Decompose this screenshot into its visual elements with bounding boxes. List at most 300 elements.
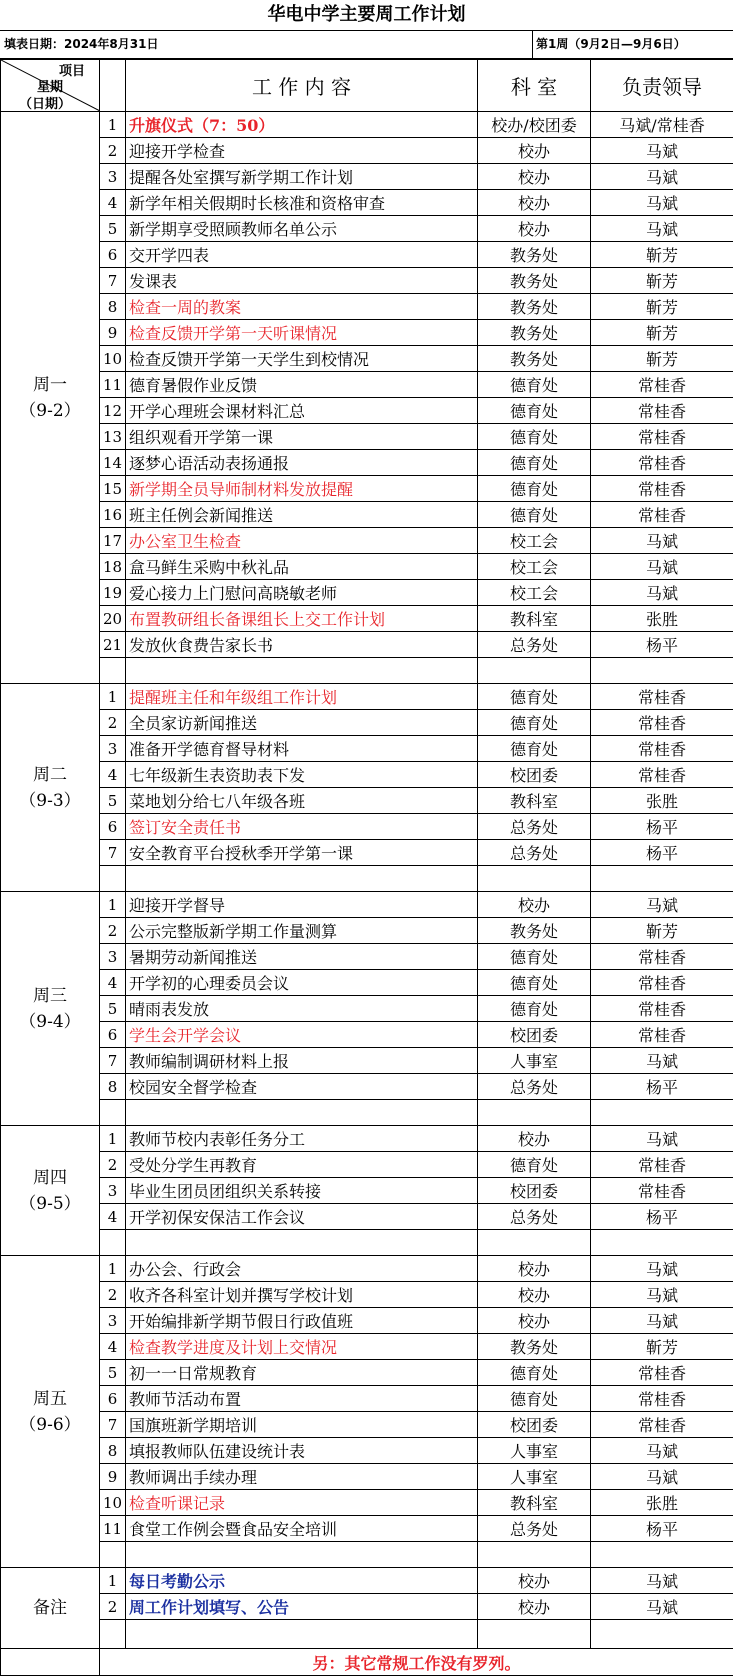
blank-row xyxy=(1,658,733,684)
footer-blank-cell xyxy=(1,1649,100,1676)
task-content: 教师编制调研材料上报 xyxy=(126,1048,478,1074)
task-department: 德育处 xyxy=(478,970,591,996)
task-number: 1 xyxy=(100,112,126,138)
task-content: 菜地划分给七八年级各班 xyxy=(126,788,478,814)
task-content: 布置教研组长备课组长上交工作计划 xyxy=(126,606,478,632)
blank-cell xyxy=(478,658,591,684)
task-number: 4 xyxy=(100,762,126,788)
task-leader: 马斌 xyxy=(591,1308,733,1334)
blank-cell xyxy=(100,866,126,892)
task-row xyxy=(1,840,733,866)
task-leader: 马斌 xyxy=(591,892,733,918)
task-content: 逐梦心语活动表扬通报 xyxy=(126,450,478,476)
task-department: 德育处 xyxy=(478,944,591,970)
task-number: 4 xyxy=(100,970,126,996)
task-leader: 马斌 xyxy=(591,1438,733,1464)
task-content: 德育暑假作业反馈 xyxy=(126,372,478,398)
notes-spacer-row xyxy=(1,1620,733,1649)
weekday-date: （9-4） xyxy=(1,1009,99,1035)
task-leader: 常桂香 xyxy=(591,398,733,424)
task-number: 7 xyxy=(100,840,126,866)
blank-cell xyxy=(126,1100,478,1126)
task-content: 组织观看开学第一课 xyxy=(126,424,478,450)
task-row xyxy=(1,1022,733,1048)
task-number: 2 xyxy=(100,138,126,164)
note-department: 校办 xyxy=(478,1568,591,1594)
note-leader: 马斌 xyxy=(591,1594,733,1620)
task-content: 检查反馈开学第一天学生到校情况 xyxy=(126,346,478,372)
task-content: 新学期全员导师制材料发放提醒 xyxy=(126,476,478,502)
footer-row xyxy=(1,1649,733,1676)
task-leader: 马斌 xyxy=(591,1256,733,1282)
task-department: 校办 xyxy=(478,1126,591,1152)
task-content: 开始编排新学期节假日行政值班 xyxy=(126,1308,478,1334)
task-row xyxy=(1,1334,733,1360)
task-row xyxy=(1,1360,733,1386)
blank-cell xyxy=(478,1620,591,1649)
weekday-cell xyxy=(1,1126,100,1256)
task-number: 5 xyxy=(100,996,126,1022)
fill-date: 填表日期：2024年8月31日 xyxy=(4,31,158,58)
task-row xyxy=(1,398,733,424)
task-number: 3 xyxy=(100,736,126,762)
task-content: 办公室卫生检查 xyxy=(126,528,478,554)
task-content: 开学心理班会课材料汇总 xyxy=(126,398,478,424)
task-leader: 常桂香 xyxy=(591,424,733,450)
task-content: 全员家访新闻推送 xyxy=(126,710,478,736)
task-content: 晴雨表发放 xyxy=(126,996,478,1022)
corner-label-item: 项目 xyxy=(59,60,85,79)
blank-cell xyxy=(591,1230,733,1256)
task-row xyxy=(1,450,733,476)
task-row xyxy=(1,1048,733,1074)
task-leader: 常桂香 xyxy=(591,502,733,528)
task-content: 迎接开学督导 xyxy=(126,892,478,918)
task-content: 食堂工作例会暨食品安全培训 xyxy=(126,1516,478,1542)
task-department: 校团委 xyxy=(478,1022,591,1048)
task-number: 7 xyxy=(100,268,126,294)
task-leader: 靳芳 xyxy=(591,346,733,372)
task-department: 校团委 xyxy=(478,1412,591,1438)
weekday-cell xyxy=(1,1256,100,1568)
blank-cell xyxy=(126,1542,478,1568)
task-content: 检查一周的教案 xyxy=(126,294,478,320)
task-department: 德育处 xyxy=(478,476,591,502)
blank-cell xyxy=(126,1620,478,1649)
task-number: 10 xyxy=(100,1490,126,1516)
task-number: 2 xyxy=(100,710,126,736)
task-row xyxy=(1,736,733,762)
task-row xyxy=(1,606,733,632)
task-leader: 马斌 xyxy=(591,138,733,164)
task-number: 3 xyxy=(100,1308,126,1334)
task-content: 教师节校内表彰任务分工 xyxy=(126,1126,478,1152)
task-department: 德育处 xyxy=(478,736,591,762)
task-department: 教务处 xyxy=(478,320,591,346)
task-content: 发课表 xyxy=(126,268,478,294)
blank-cell xyxy=(126,658,478,684)
task-department: 校团委 xyxy=(478,762,591,788)
task-content: 提醒各处室撰写新学期工作计划 xyxy=(126,164,478,190)
task-department: 总务处 xyxy=(478,814,591,840)
task-number: 21 xyxy=(100,632,126,658)
task-department: 德育处 xyxy=(478,1360,591,1386)
task-department: 总务处 xyxy=(478,1204,591,1230)
task-leader: 靳芳 xyxy=(591,294,733,320)
blank-cell xyxy=(478,1230,591,1256)
header-row xyxy=(1,60,733,112)
task-leader: 杨平 xyxy=(591,840,733,866)
weekday-label: 周四 xyxy=(1,1165,99,1191)
task-number: 3 xyxy=(100,944,126,970)
footer-note: 另：其它常规工作没有罗列。 xyxy=(100,1649,733,1676)
task-department: 校工会 xyxy=(478,528,591,554)
task-leader: 常桂香 xyxy=(591,372,733,398)
task-department: 校办 xyxy=(478,1282,591,1308)
task-department: 校办 xyxy=(478,1256,591,1282)
task-row xyxy=(1,1464,733,1490)
task-leader: 马斌 xyxy=(591,1464,733,1490)
task-content: 学生会开学会议 xyxy=(126,1022,478,1048)
blank-cell xyxy=(100,1620,126,1649)
task-department: 人事室 xyxy=(478,1048,591,1074)
blank-cell xyxy=(591,866,733,892)
task-number: 5 xyxy=(100,1360,126,1386)
task-number: 5 xyxy=(100,788,126,814)
task-department: 总务处 xyxy=(478,1516,591,1542)
weekday-label: 周一 xyxy=(1,372,99,398)
task-row xyxy=(1,1438,733,1464)
task-row xyxy=(1,476,733,502)
task-leader: 常桂香 xyxy=(591,1360,733,1386)
task-row xyxy=(1,1074,733,1100)
task-department: 总务处 xyxy=(478,1074,591,1100)
task-department: 教科室 xyxy=(478,788,591,814)
week-range: 第1周（9月2日—9月6日） xyxy=(536,31,686,58)
weekday-date: （9-5） xyxy=(1,1191,99,1217)
task-row xyxy=(1,1126,733,1152)
task-leader: 靳芳 xyxy=(591,918,733,944)
task-row xyxy=(1,216,733,242)
task-number: 16 xyxy=(100,502,126,528)
task-number: 13 xyxy=(100,424,126,450)
task-number: 3 xyxy=(100,1178,126,1204)
task-leader: 常桂香 xyxy=(591,736,733,762)
task-department: 德育处 xyxy=(478,1386,591,1412)
note-leader: 马斌 xyxy=(591,1568,733,1594)
note-number: 2 xyxy=(100,1594,126,1620)
blank-row xyxy=(1,1230,733,1256)
task-leader: 靳芳 xyxy=(591,320,733,346)
task-row xyxy=(1,502,733,528)
task-content: 升旗仪式（7：50） xyxy=(126,112,478,138)
task-leader: 杨平 xyxy=(591,632,733,658)
task-number: 7 xyxy=(100,1412,126,1438)
task-row xyxy=(1,1386,733,1412)
task-content: 收齐各科室计划并撰写学校计划 xyxy=(126,1282,478,1308)
task-row xyxy=(1,372,733,398)
task-row xyxy=(1,112,733,138)
task-content: 签订安全责任书 xyxy=(126,814,478,840)
task-row xyxy=(1,1308,733,1334)
task-department: 德育处 xyxy=(478,684,591,710)
task-content: 初一一日常规教育 xyxy=(126,1360,478,1386)
note-content: 周工作计划填写、公告 xyxy=(126,1594,478,1620)
task-leader: 常桂香 xyxy=(591,710,733,736)
task-department: 人事室 xyxy=(478,1464,591,1490)
blank-cell xyxy=(100,1230,126,1256)
header-leader: 负责领导 xyxy=(591,60,733,112)
task-department: 校团委 xyxy=(478,1178,591,1204)
task-number: 3 xyxy=(100,164,126,190)
task-row xyxy=(1,684,733,710)
task-row xyxy=(1,1204,733,1230)
task-department: 德育处 xyxy=(478,372,591,398)
task-leader: 常桂香 xyxy=(591,762,733,788)
task-number: 11 xyxy=(100,1516,126,1542)
task-department: 教科室 xyxy=(478,606,591,632)
task-content: 检查听课记录 xyxy=(126,1490,478,1516)
task-number: 6 xyxy=(100,242,126,268)
divider xyxy=(532,31,533,58)
task-department: 总务处 xyxy=(478,632,591,658)
task-department: 校工会 xyxy=(478,580,591,606)
task-leader: 靳芳 xyxy=(591,268,733,294)
task-leader: 杨平 xyxy=(591,1204,733,1230)
blank-row xyxy=(1,866,733,892)
task-row xyxy=(1,320,733,346)
task-number: 2 xyxy=(100,918,126,944)
task-department: 教务处 xyxy=(478,242,591,268)
task-number: 8 xyxy=(100,1074,126,1100)
task-department: 校办 xyxy=(478,190,591,216)
task-content: 安全教育平台授秋季开学第一课 xyxy=(126,840,478,866)
task-department: 教科室 xyxy=(478,1490,591,1516)
task-row xyxy=(1,892,733,918)
task-leader: 马斌 xyxy=(591,216,733,242)
task-leader: 马斌 xyxy=(591,1282,733,1308)
corner-header-cell xyxy=(1,60,100,112)
task-number: 1 xyxy=(100,684,126,710)
task-content: 班主任例会新闻推送 xyxy=(126,502,478,528)
task-number: 1 xyxy=(100,1256,126,1282)
weekday-label: 周三 xyxy=(1,983,99,1009)
task-row xyxy=(1,294,733,320)
task-leader: 常桂香 xyxy=(591,476,733,502)
task-leader: 张胜 xyxy=(591,788,733,814)
notes-label-cell xyxy=(1,1568,100,1649)
task-number: 17 xyxy=(100,528,126,554)
task-department: 校办 xyxy=(478,892,591,918)
task-number: 18 xyxy=(100,554,126,580)
task-content: 盒马鲜生采购中秋礼品 xyxy=(126,554,478,580)
note-row xyxy=(1,1568,733,1594)
task-number: 7 xyxy=(100,1048,126,1074)
task-row xyxy=(1,944,733,970)
task-number: 2 xyxy=(100,1282,126,1308)
note-number: 1 xyxy=(100,1568,126,1594)
task-number: 10 xyxy=(100,346,126,372)
task-content: 受处分学生再教育 xyxy=(126,1152,478,1178)
blank-cell xyxy=(591,1542,733,1568)
task-department: 人事室 xyxy=(478,1438,591,1464)
task-content: 提醒班主任和年级组工作计划 xyxy=(126,684,478,710)
task-department: 教务处 xyxy=(478,918,591,944)
blank-cell xyxy=(591,658,733,684)
blank-cell xyxy=(126,866,478,892)
task-content: 发放伙食费告家长书 xyxy=(126,632,478,658)
task-department: 德育处 xyxy=(478,450,591,476)
task-department: 德育处 xyxy=(478,502,591,528)
task-content: 开学初的心理委员会议 xyxy=(126,970,478,996)
task-content: 新学年相关假期时长核准和资格审查 xyxy=(126,190,478,216)
task-number: 2 xyxy=(100,1152,126,1178)
task-row xyxy=(1,1256,733,1282)
weekday-date: （9-2） xyxy=(1,398,99,424)
task-department: 教务处 xyxy=(478,346,591,372)
task-content: 交开学四表 xyxy=(126,242,478,268)
task-department: 校办/校团委 xyxy=(478,112,591,138)
blank-cell xyxy=(478,1542,591,1568)
task-leader: 常桂香 xyxy=(591,1386,733,1412)
weekday-cell xyxy=(1,892,100,1126)
task-content: 准备开学德育督导材料 xyxy=(126,736,478,762)
task-content: 国旗班新学期培训 xyxy=(126,1412,478,1438)
task-row xyxy=(1,788,733,814)
task-number: 20 xyxy=(100,606,126,632)
weekday-cell xyxy=(1,684,100,892)
task-number: 1 xyxy=(100,892,126,918)
blank-row xyxy=(1,1542,733,1568)
task-leader: 常桂香 xyxy=(591,1412,733,1438)
task-leader: 靳芳 xyxy=(591,242,733,268)
header-content: 工 作 内 容 xyxy=(126,60,478,112)
task-leader: 马斌 xyxy=(591,528,733,554)
task-leader: 杨平 xyxy=(591,1074,733,1100)
task-department: 德育处 xyxy=(478,996,591,1022)
task-leader: 常桂香 xyxy=(591,450,733,476)
task-department: 校办 xyxy=(478,138,591,164)
task-row xyxy=(1,424,733,450)
task-number: 8 xyxy=(100,1438,126,1464)
task-leader: 杨平 xyxy=(591,814,733,840)
task-department: 德育处 xyxy=(478,710,591,736)
weekday-cell xyxy=(1,112,100,684)
task-leader: 张胜 xyxy=(591,1490,733,1516)
task-row xyxy=(1,996,733,1022)
blank-cell xyxy=(591,1620,733,1649)
task-number: 6 xyxy=(100,814,126,840)
blank-cell xyxy=(100,1542,126,1568)
task-department: 德育处 xyxy=(478,1152,591,1178)
task-leader: 马斌 xyxy=(591,554,733,580)
task-content: 检查反馈开学第一天听课情况 xyxy=(126,320,478,346)
header-number-cell xyxy=(100,60,126,112)
task-number: 4 xyxy=(100,1334,126,1360)
task-leader: 张胜 xyxy=(591,606,733,632)
task-content: 暑期劳动新闻推送 xyxy=(126,944,478,970)
task-content: 爱心接力上门慰问高晓敏老师 xyxy=(126,580,478,606)
task-leader: 马斌 xyxy=(591,1126,733,1152)
task-row xyxy=(1,554,733,580)
blank-cell xyxy=(100,658,126,684)
task-number: 1 xyxy=(100,1126,126,1152)
task-department: 德育处 xyxy=(478,398,591,424)
task-number: 14 xyxy=(100,450,126,476)
task-content: 检查教学进度及计划上交情况 xyxy=(126,1334,478,1360)
task-content: 七年级新生表资助表下发 xyxy=(126,762,478,788)
task-department: 校工会 xyxy=(478,554,591,580)
task-leader: 常桂香 xyxy=(591,684,733,710)
task-number: 5 xyxy=(100,216,126,242)
task-content: 校园安全督学检查 xyxy=(126,1074,478,1100)
task-number: 6 xyxy=(100,1386,126,1412)
task-leader: 杨平 xyxy=(591,1516,733,1542)
task-number: 9 xyxy=(100,320,126,346)
task-leader: 常桂香 xyxy=(591,1152,733,1178)
task-number: 6 xyxy=(100,1022,126,1048)
task-content: 迎接开学检查 xyxy=(126,138,478,164)
task-content: 办公会、行政会 xyxy=(126,1256,478,1282)
task-row xyxy=(1,814,733,840)
task-number: 19 xyxy=(100,580,126,606)
task-row xyxy=(1,164,733,190)
weekday-label: 周五 xyxy=(1,1386,99,1412)
task-content: 教师节活动布置 xyxy=(126,1386,478,1412)
task-content: 毕业生团员团组织关系转接 xyxy=(126,1178,478,1204)
fill-info-row xyxy=(0,31,733,59)
task-department: 校办 xyxy=(478,164,591,190)
task-department: 校办 xyxy=(478,216,591,242)
task-leader: 马斌 xyxy=(591,1048,733,1074)
task-content: 公示完整版新学期工作量测算 xyxy=(126,918,478,944)
task-leader: 靳芳 xyxy=(591,1334,733,1360)
task-leader: 马斌 xyxy=(591,164,733,190)
note-content: 每日考勤公示 xyxy=(126,1568,478,1594)
task-row xyxy=(1,918,733,944)
task-row xyxy=(1,1516,733,1542)
task-row xyxy=(1,970,733,996)
task-row xyxy=(1,762,733,788)
task-row xyxy=(1,1282,733,1308)
task-leader: 常桂香 xyxy=(591,970,733,996)
task-department: 教务处 xyxy=(478,294,591,320)
task-department: 总务处 xyxy=(478,840,591,866)
task-row xyxy=(1,632,733,658)
task-leader: 常桂香 xyxy=(591,944,733,970)
task-row xyxy=(1,190,733,216)
blank-cell xyxy=(126,1230,478,1256)
task-row xyxy=(1,1412,733,1438)
task-content: 教师调出手续办理 xyxy=(126,1464,478,1490)
blank-cell xyxy=(591,1100,733,1126)
sheet-title: 华电中学主要周工作计划 xyxy=(0,0,733,31)
task-content: 新学期享受照顾教师名单公示 xyxy=(126,216,478,242)
blank-cell xyxy=(478,1100,591,1126)
task-row xyxy=(1,1178,733,1204)
task-department: 教务处 xyxy=(478,1334,591,1360)
task-department: 校办 xyxy=(478,1308,591,1334)
task-row xyxy=(1,580,733,606)
task-leader: 常桂香 xyxy=(591,996,733,1022)
blank-row xyxy=(1,1100,733,1126)
blank-cell xyxy=(478,866,591,892)
task-number: 15 xyxy=(100,476,126,502)
plan-table xyxy=(0,59,733,1676)
task-number: 9 xyxy=(100,1464,126,1490)
task-row xyxy=(1,268,733,294)
task-row xyxy=(1,1490,733,1516)
